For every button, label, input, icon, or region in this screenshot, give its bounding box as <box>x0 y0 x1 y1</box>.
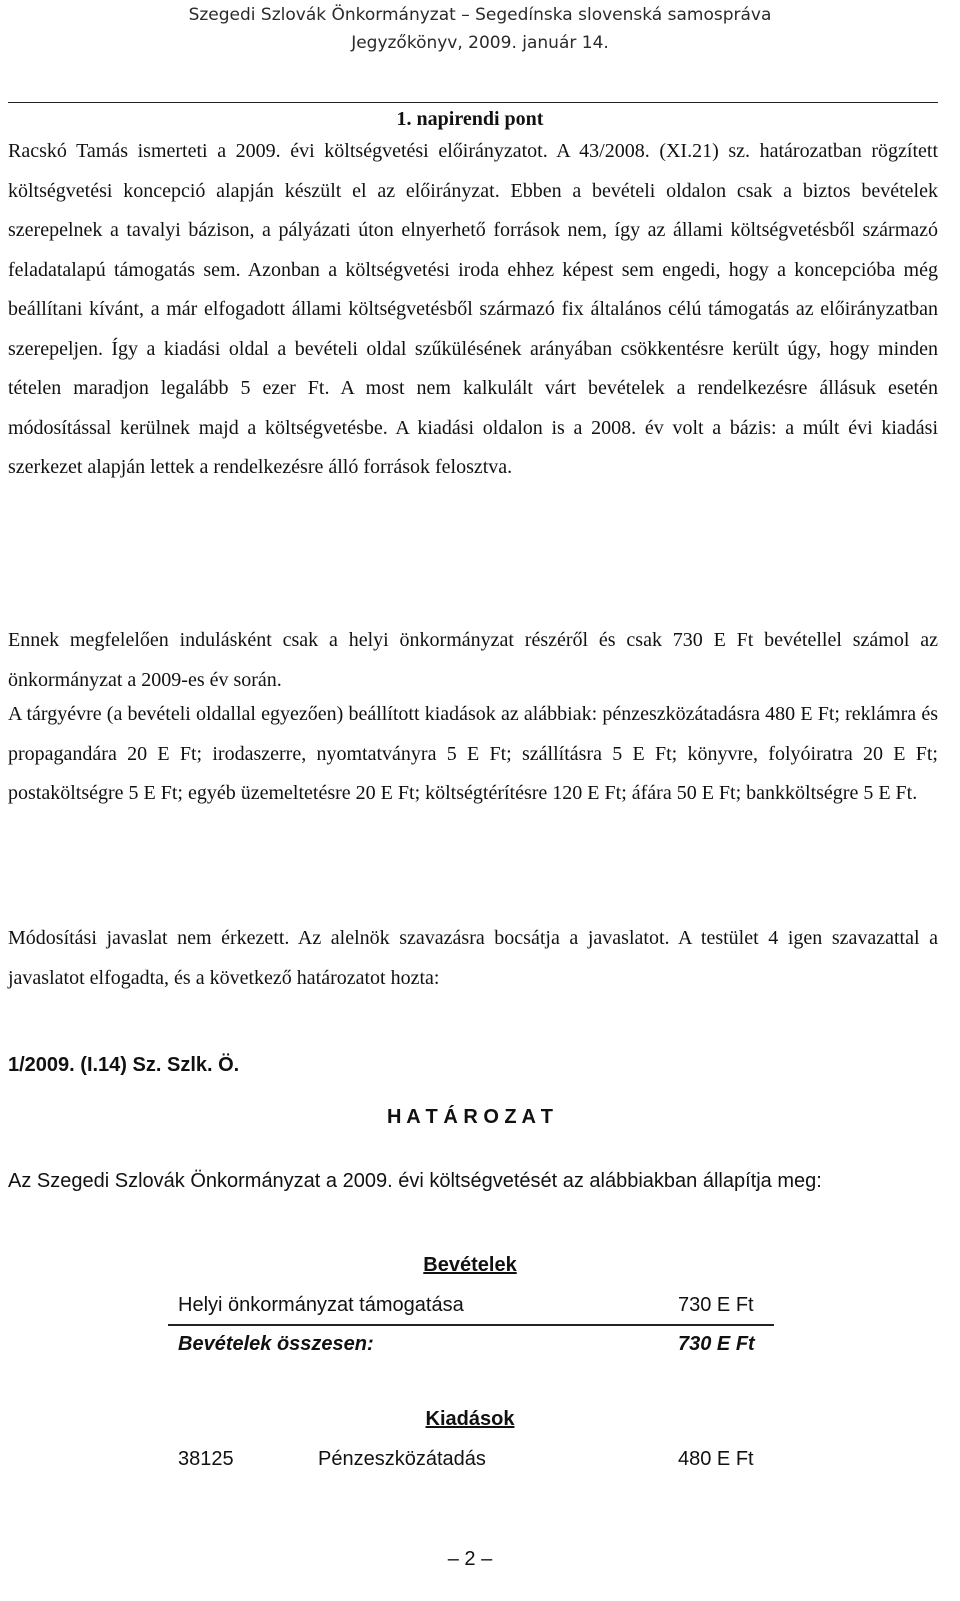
income-row-value: 730 E Ft <box>678 1294 754 1316</box>
resolution-number: 1/2009. (I.14) Sz. Szlk. Ö. <box>8 1054 240 1076</box>
income-total-value: 730 E Ft <box>678 1333 755 1355</box>
paragraph-expenses: A tárgyévre (a bevételi oldallal egyezően) beállított kiadások az alábbiak: pénzeszközátadásra 480 E Ft; reklámra és propagandára 20 E Ft; irodaszerre, nyomtatványra 5 E Ft; szállításra 5 E Ft; könyvre, folyóiratra 20 E Ft; postaköltségre 5 E Ft; egyéb üzemeltetésre 20 E Ft; költségtérítésre 120 E Ft; áfára 50 E Ft; bankköltségre 5 E Ft. <box>8 703 938 804</box>
income-table-divider <box>168 1324 774 1326</box>
expense-row-label: Pénzeszközátadás <box>318 1448 486 1470</box>
agenda-item-title: 1. napirendi pont <box>396 108 544 130</box>
expenses-table-title: Kiadások <box>425 1408 515 1430</box>
income-row-label: Helyi önkormányzat támogatása <box>178 1294 464 1316</box>
expense-row-code: 38125 <box>178 1448 234 1470</box>
resolution-title: H A T Á R O Z A T <box>387 1106 553 1128</box>
paragraph-vote: Módosítási javaslat nem érkezett. Az alelnök szavazásra bocsátja a javaslatot. A testület 4 igen szavazattal a javaslatot elfogadta, és a következő határozatot hozta: <box>8 927 938 989</box>
income-table-title: Bevételek <box>423 1254 517 1276</box>
page-number: – 2 – <box>447 1548 493 1570</box>
header-title: Szegedi Szlovák Önkormányzat – Segedínska slovenská samospráva <box>188 5 772 25</box>
paragraph-budget-intro: Racskó Tamás ismerteti a 2009. évi költségvetési előirányzatot. A 43/2008. (XI.21) sz. határozatban rögzített költségvetési koncepció alapján készült el az előirányzat. Ebben a bevételi oldalon csak a biztos bevételek szerepelnek a tavalyi bázison, a pályázati úton elnyerhető források nem, így az állami költségvetésből származó feladatalapú támogatás sem. Azonban a költségvetési iroda ehhez képest sem engedi, hogy a koncepcióba még beállítani kívánt, a már elfogadott állami költségvetésből származó fix általános célú támogatás az előirányzatban szerepeljen. Így a kiadási oldal a bevételi oldal szűkülésének arányában csökkentésre került úgy, hogy minden tételen maradjon legalább 5 ezer Ft. A most nem kalkulált várt bevételek a rendelkezésre állásuk esetén módosítással kerülnek majd a költségvetésbe. A kiadási oldalon is a 2008. év volt a bázis: a múlt évi kiadási szerkezet alapján lettek a rendelkezésre álló források felosztva. <box>8 140 938 478</box>
income-total-label: Bevételek összesen: <box>178 1333 374 1355</box>
expense-row-value: 480 E Ft <box>678 1448 754 1470</box>
page-header <box>0 0 960 57</box>
paragraph-income-start: Ennek megfelelően indulásként csak a helyi önkormányzat részéről és csak 730 E Ft bevétellel számol az önkormányzat a 2009-es év során. <box>8 629 938 691</box>
header-subtitle: Jegyzőkönyv, 2009. január 14. <box>351 33 609 53</box>
resolution-text: Az Szegedi Szlovák Önkormányzat a 2009. évi költségvetését az alábbiakban állapítja meg: <box>8 1170 822 1192</box>
header-divider <box>8 102 938 103</box>
